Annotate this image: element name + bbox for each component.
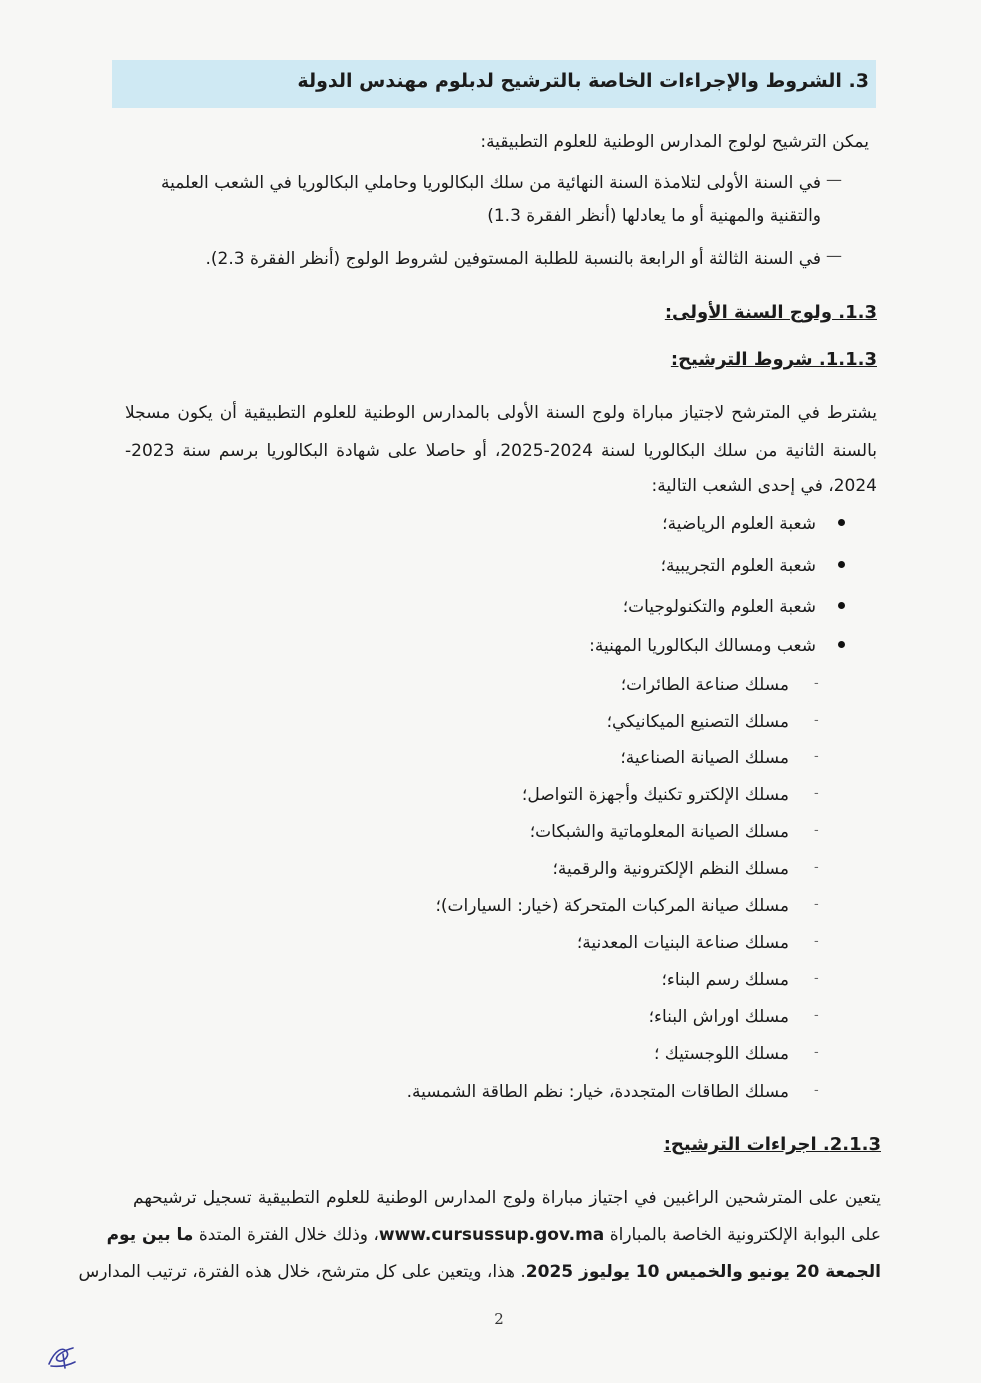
dash-marker: — [826, 170, 842, 189]
procedures-line-1: يتعين على المترشحين الراغبين في اجتياز مباراة ولوج المدارس الوطنية للعلوم التطبيقية تسجيل ترشيحهم [133, 1188, 881, 1208]
dash-marker: - [814, 713, 819, 728]
dash-marker: - [814, 1008, 819, 1023]
vocational-track-item: مسلك صناعة البنيات المعدنية؛ [576, 933, 789, 953]
vocational-track-item: مسلك اللوجستيك ؛ [653, 1044, 789, 1064]
vocational-track-item: مسلك اوراش البناء؛ [648, 1007, 789, 1027]
procedures-line-3 [78, 1261, 881, 1283]
section-title: 3. الشروط والإجراءات الخاصة بالترشيح لدبلوم مهندس الدولة [297, 70, 869, 92]
dash-marker: — [826, 246, 842, 265]
procedures-text: على البوابة الإلكترونية الخاصة بالمباراة [604, 1225, 881, 1245]
heading-application-conditions: 1.1.3. شروط الترشيح: [670, 349, 877, 370]
application-period: الجمعة 20 يونيو والخميس 10 يوليوز 2025 [525, 1262, 881, 1282]
dash-marker: - [814, 897, 819, 912]
dash-marker: - [814, 1045, 819, 1060]
page-number: 2 [494, 1310, 504, 1328]
dash-marker: - [814, 860, 819, 875]
procedures-text: ، وذلك خلال الفترة المتدة [193, 1225, 379, 1245]
signature-mark [45, 1340, 79, 1372]
conditions-line-2: بالسنة الثانية من سلك البكالوريا لسنة 2024-2025، أو حاصلا على شهادة البكالوريا برسم سنة 2023- [125, 441, 877, 461]
bullet-marker [838, 602, 845, 609]
dash-marker: - [814, 823, 819, 838]
procedures-text: . هذا، ويتعين على كل مترشح، خلال هذه الفترة، ترتيب المدارس [78, 1262, 526, 1282]
vocational-track-item: مسلك صناعة الطائرات؛ [620, 675, 789, 695]
conditions-line-3: 2024، في إحدى الشعب التالية: [651, 476, 877, 496]
dash-marker: - [814, 934, 819, 949]
bullet-marker [838, 561, 845, 568]
intro-item-2: في السنة الثالثة أو الرابعة بالنسبة للطلبة المستوفين لشروط الولوج (أنظر الفقرة 2.3). [205, 249, 821, 269]
dash-marker: - [814, 786, 819, 801]
dash-marker: - [814, 676, 819, 691]
dash-marker: - [814, 749, 819, 764]
heading-first-year-access: 1.3. ولوج السنة الأولى: [664, 302, 877, 323]
stream-item: شعبة العلوم التجريبية؛ [660, 556, 816, 576]
procedures-bold-text: ما بين يوم [106, 1225, 194, 1245]
intro-item-1-line-2: والتقنية والمهنية أو ما يعادلها (أنظر الفقرة 1.3) [487, 206, 821, 226]
bullet-marker [838, 519, 845, 526]
procedures-line-2 [107, 1224, 881, 1246]
vocational-track-item: مسلك رسم البناء؛ [661, 970, 789, 990]
vocational-track-item: مسلك صيانة المركبات المتحركة (خيار: السيارات)؛ [435, 896, 789, 916]
bullet-marker [838, 641, 845, 648]
heading-application-procedures: 2.1.3. اجراءات الترشيح: [663, 1134, 881, 1155]
vocational-track-item: مسلك الصيانة الصناعية؛ [620, 748, 789, 768]
dash-marker: - [814, 971, 819, 986]
vocational-track-item: مسلك الطاقات المتجددة، خيار: نظم الطاقة الشمسية. [406, 1082, 789, 1102]
vocational-track-item: مسلك النظم الإلكترونية والرقمية؛ [552, 859, 789, 879]
stream-item: شعبة العلوم الرياضية؛ [662, 514, 816, 534]
conditions-line-1: يشترط في المترشح لاجتياز مباراة ولوج السنة الأولى بالمدارس الوطنية للعلوم التطبيقية أن يكون مسجلا [125, 403, 877, 423]
application-portal-url: www.cursussup.gov.ma [378, 1225, 605, 1245]
dash-marker: - [814, 1083, 819, 1098]
stream-item: شعبة العلوم والتكنولوجيات؛ [622, 597, 816, 617]
vocational-track-item: مسلك الإلكترو تكنيك وأجهزة التواصل؛ [521, 785, 789, 805]
stream-item: شعب ومسالك البكالوريا المهنية: [589, 636, 816, 656]
intro-text: يمكن الترشيح لولوج المدارس الوطنية للعلوم التطبيقية: [480, 132, 869, 152]
vocational-track-item: مسلك الصيانة المعلوماتية والشبكات؛ [529, 822, 789, 842]
vocational-track-item: مسلك التصنيع الميكانيكي؛ [606, 712, 789, 732]
intro-item-1-line-1: في السنة الأولى لتلامذة السنة النهائية من سلك البكالوريا وحاملي البكالوريا في الشعب العلمية [160, 173, 821, 193]
